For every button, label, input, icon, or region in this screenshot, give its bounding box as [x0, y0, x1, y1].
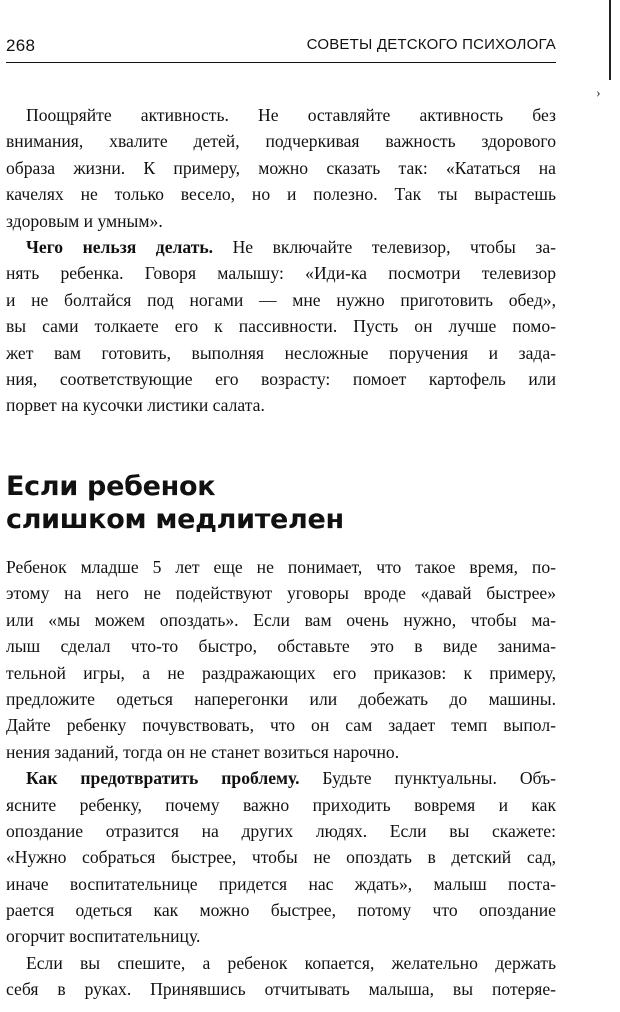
- text-line: огорчит воспитательницу.: [6, 926, 201, 947]
- text-line: себя в руках. Принявшись отчитывать малыша, вы потеряе-: [6, 979, 556, 1000]
- header-rule: [6, 62, 556, 63]
- text-line: вы сами толкаете его к пассивности. Пусть он лучше помо-: [6, 316, 556, 337]
- text-line: Если вы спешите, а ребенок копается, желательно держать: [26, 952, 556, 973]
- text-line: или «мы можем опоздать». Если вам очень нужно, чтобы ма-: [6, 609, 556, 630]
- text-line: и не болтайся под ногами — мне нужно приготовить обед»,: [6, 289, 556, 310]
- page-number: 268: [6, 36, 36, 55]
- section-heading: [6, 470, 566, 536]
- text-line: этому на него не подействуют уговоры вроде «давай быстрее»: [6, 583, 556, 604]
- heading-line: слишком медлителен: [6, 504, 344, 535]
- text-run: Не включайте телевизор, чтобы за-: [213, 236, 556, 257]
- text-line: внимания, хвалите детей, подчеркивая важность здорового: [6, 131, 556, 152]
- text-line: образа жизни. К примеру, можно сказать так: «Кататься на: [6, 157, 556, 178]
- text-line: «Нужно собраться быстрее, чтобы не опоздать в детский сад,: [6, 847, 556, 868]
- text-line: Поощряйте активность. Не оставляйте активность без: [26, 105, 556, 125]
- edge-mark: ›: [596, 86, 601, 101]
- text-line: нять ребенка. Говоря малышу: «Иди-ка посмотри телевизор: [6, 263, 556, 284]
- text-line: Ребенок младше 5 лет еще не понимает, что такое время, по-: [6, 557, 556, 577]
- text-line: порвет на кусочки листики салата.: [6, 395, 265, 416]
- page-edge-line: [609, 0, 611, 80]
- text-line: тельной игры, а не раздражающих его приказов: к примеру,: [6, 662, 556, 683]
- text-line: ния, соответствующие его возрасту: помоет картофель или: [6, 368, 556, 389]
- paragraph-time-concept: [6, 554, 556, 765]
- text-line: здоровым и умным».: [6, 210, 163, 231]
- text-run: Будьте пунктуальны. Объ-: [299, 768, 556, 789]
- running-title: СОВЕТЫ ДЕТСКОГО ПСИХОЛОГА: [306, 36, 556, 53]
- running-head: [6, 32, 556, 60]
- text-line: рается одеться как можно быстрее, потому что опоздание: [6, 900, 556, 921]
- text-line: ясните ребенку, почему важно приходить вовремя и как: [6, 794, 556, 815]
- text-line: предложите одеться наперегонки или добежать до машины.: [6, 688, 556, 709]
- text-block-1: [6, 102, 556, 419]
- heading-line: Если ребенок: [6, 471, 216, 502]
- text-line: жет вам готовить, выполняя несложные поручения и зада-: [6, 342, 556, 363]
- text-line: [6, 765, 556, 791]
- text-line: нения заданий, тогда он не станет возиться нарочно.: [6, 741, 400, 762]
- text-line: опоздание отразится на других людях. Если вы скажете:: [6, 820, 556, 841]
- text-line: иначе воспитательнице придется нас ждать», малыш поста-: [6, 873, 556, 894]
- paragraph-prevent-problem: [6, 765, 556, 950]
- bold-lead-in: Чего нельзя делать.: [26, 236, 214, 257]
- text-line: качелях не только весело, но и полезно. Так ты вырастешь: [6, 184, 556, 205]
- paragraph-encourage-activity: [6, 102, 556, 234]
- paragraph-if-rushing: [6, 950, 556, 1003]
- text-line: Дайте ребенку почувствовать, что он сам задает темп выпол-: [6, 715, 556, 736]
- text-line: лыш сделал что-то быстро, обставьте это в виде занима-: [6, 636, 556, 657]
- paragraph-what-not-to-do: [6, 234, 556, 419]
- bold-lead-in: Как предотвратить проблему.: [26, 768, 300, 789]
- text-block-2: [6, 554, 556, 1003]
- text-line: [6, 234, 556, 260]
